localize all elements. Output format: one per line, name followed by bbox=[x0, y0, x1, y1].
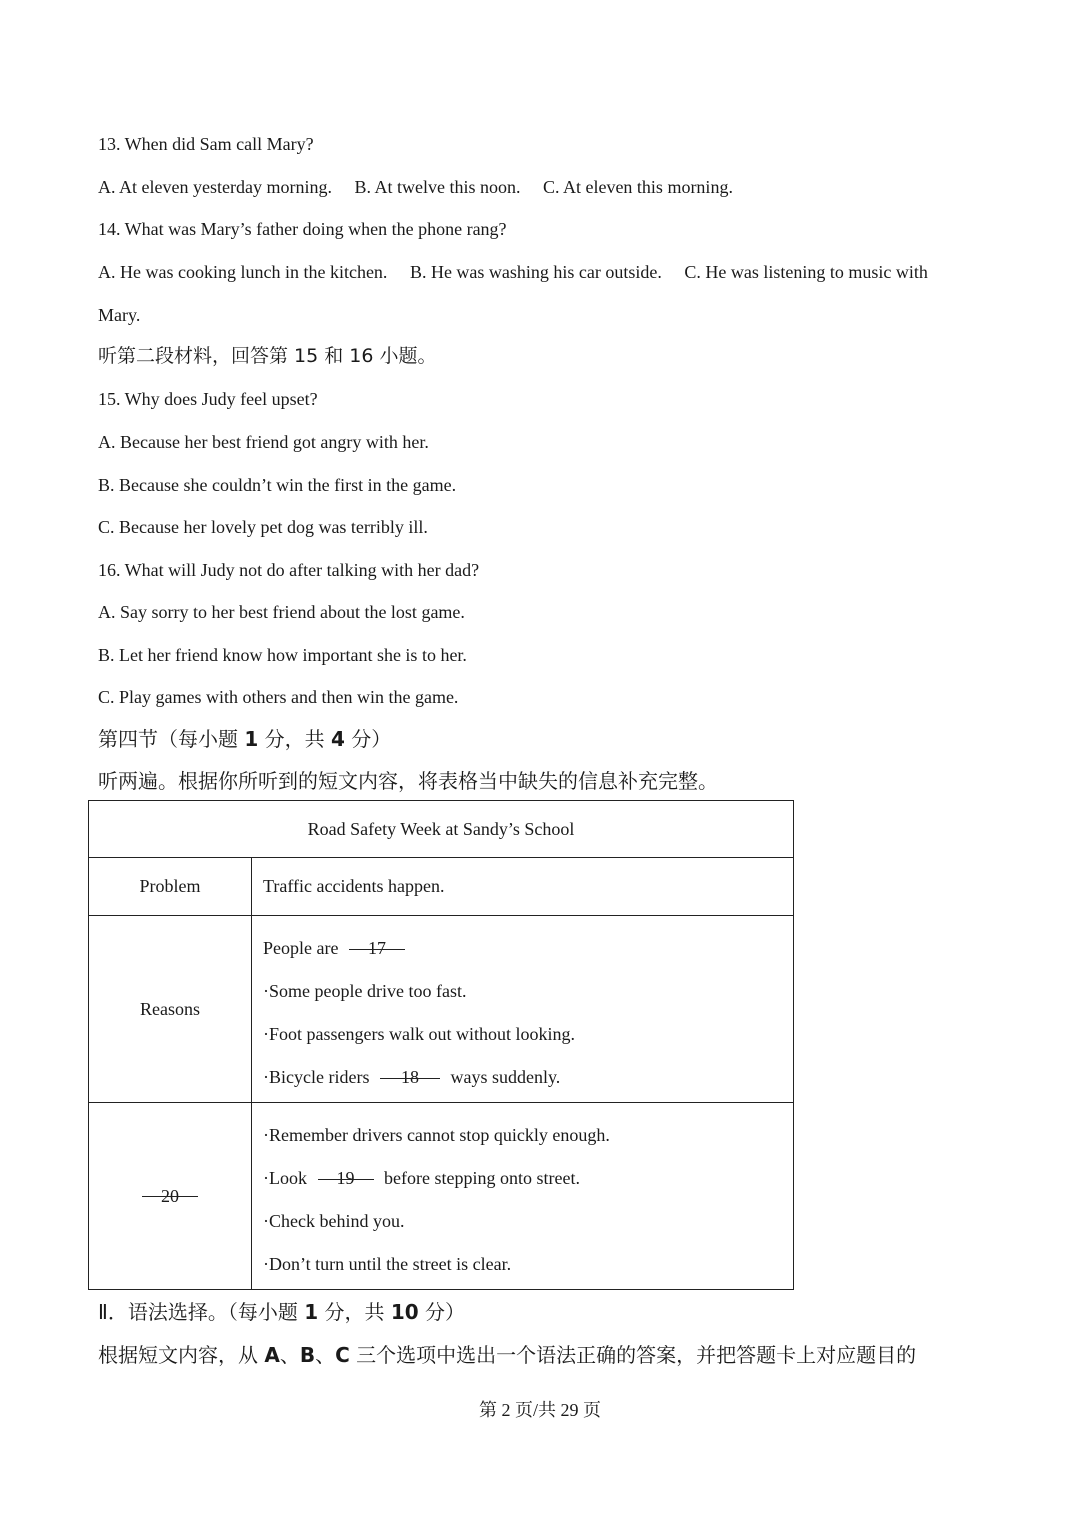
q14-option-c: C. He was listening to music with bbox=[684, 262, 928, 282]
q16-option-a: A. Say sorry to her best friend about the lost game. bbox=[98, 602, 465, 622]
q14-option-c-continuation: Mary. bbox=[98, 305, 141, 325]
q13-option-b: B. At twelve this noon. bbox=[354, 177, 521, 197]
section2-instruction: 听第二段材料，回答第 15 和 16 小题。 bbox=[98, 345, 437, 367]
q16-option-b: B. Let her friend know how important she is to her. bbox=[98, 645, 467, 665]
table-title: Road Safety Week at Sandy’s School bbox=[89, 801, 794, 858]
reason-line-1: People are 17 bbox=[263, 927, 793, 970]
q14-question: 14. What was Mary’s father doing when the phone rang? bbox=[98, 219, 507, 239]
reason-line-3: ·Foot passengers walk out without looking. bbox=[263, 1024, 575, 1044]
advice-line-1: ·Remember drivers cannot stop quickly enough. bbox=[263, 1125, 610, 1145]
q16-option-c: C. Play games with others and then win the game. bbox=[98, 687, 459, 707]
blank-18: 18 bbox=[380, 1056, 440, 1099]
reasons-label: Reasons bbox=[89, 916, 252, 1103]
advice-line-4: ·Don’t turn until the street is clear. bbox=[263, 1254, 512, 1274]
q13-option-a: A. At eleven yesterday morning. bbox=[98, 177, 332, 197]
advice-line-3: ·Check behind you. bbox=[263, 1211, 405, 1231]
q13-option-c: C. At eleven this morning. bbox=[542, 177, 733, 197]
problem-label: Problem bbox=[89, 858, 252, 916]
section4-instruction: 听两遍。根据你所听到的短文内容，将表格当中缺失的信息补充完整。 bbox=[98, 769, 718, 793]
blank-20: 20 bbox=[142, 1186, 198, 1207]
grammar-instruction: 根据短文内容，从 A、B、C 三个选项中选出一个语法正确的答案，并把答题卡上对应题目的 bbox=[98, 1343, 917, 1367]
blank-19: 19 bbox=[318, 1157, 374, 1200]
advice-cell bbox=[252, 1103, 794, 1290]
road-safety-table bbox=[88, 800, 794, 1290]
q14-option-b: B. He was washing his car outside. bbox=[409, 262, 662, 282]
advice-line-2: ·Look 19 before stepping onto street. bbox=[263, 1157, 793, 1200]
q13-question: 13. When did Sam call Mary? bbox=[98, 134, 314, 154]
problem-text: Traffic accidents happen. bbox=[252, 858, 794, 916]
q15-option-b: B. Because she couldn’t win the first in the game. bbox=[98, 475, 457, 495]
q14-options bbox=[98, 260, 928, 284]
q13-options bbox=[98, 175, 733, 199]
reason-line-4: ·Bicycle riders 18 ways suddenly. bbox=[263, 1056, 793, 1099]
blank-17: 17 bbox=[349, 927, 405, 970]
q15-option-c: C. Because her lovely pet dog was terribly ill. bbox=[98, 517, 428, 537]
reasons-cell bbox=[252, 916, 794, 1103]
q16-question: 16. What will Judy not do after talking with her dad? bbox=[98, 560, 480, 580]
q15-question: 15. Why does Judy feel upset? bbox=[98, 389, 318, 409]
page-footer: 第 2 页/共 29 页 bbox=[478, 1400, 601, 1420]
q15-option-a: A. Because her best friend got angry with her. bbox=[98, 432, 429, 452]
q14-option-a: A. He was cooking lunch in the kitchen. bbox=[98, 262, 388, 282]
blank-20-cell bbox=[89, 1103, 252, 1290]
grammar-heading: Ⅱ．语法选择。（每小题 1 分，共 10 分） bbox=[98, 1300, 466, 1324]
reason-line-2: ·Some people drive too fast. bbox=[263, 981, 467, 1001]
section4-heading: 第四节（每小题 1 分，共 4 分） bbox=[98, 727, 392, 751]
